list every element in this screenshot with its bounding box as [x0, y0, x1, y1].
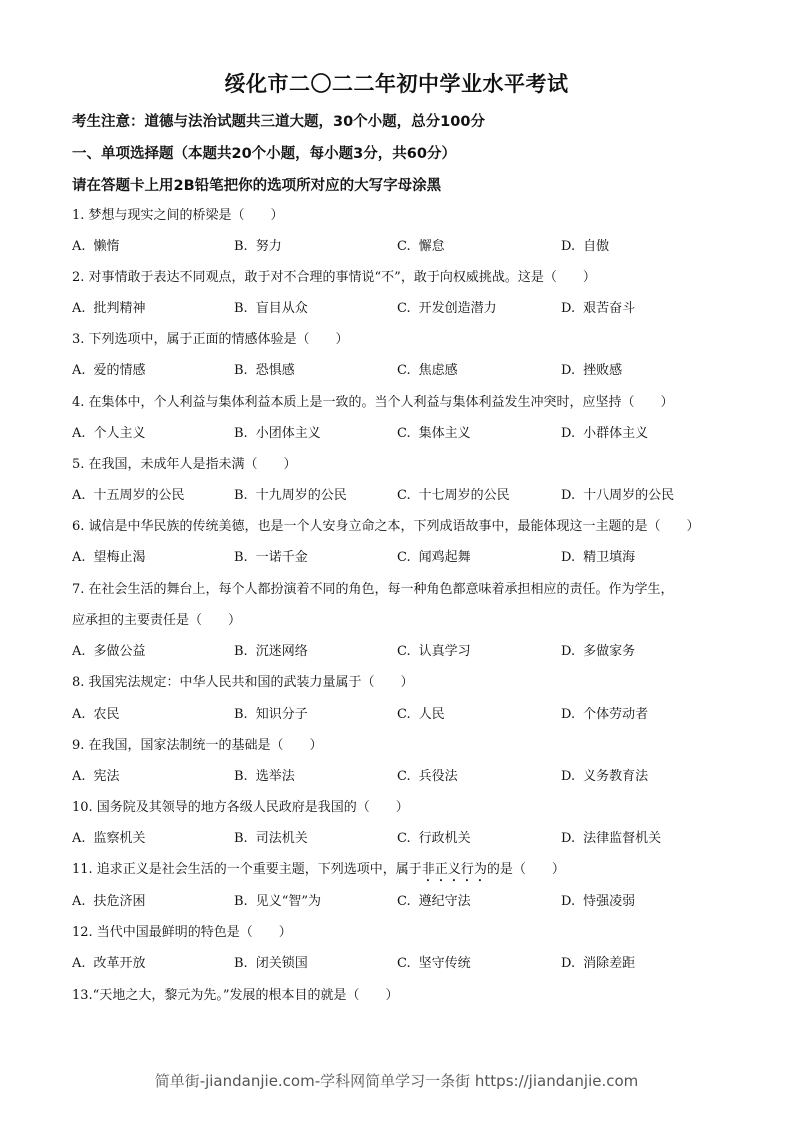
option-b: B. 恐惧感: [234, 363, 295, 378]
option-a: A. 农民: [72, 707, 120, 722]
exam-notice: 考生注意：道德与法治试题共三道大题，30个小题，总分100分: [72, 114, 485, 130]
section-heading: 一、单项选择题（本题共20个小题，每小题3分，共60分）: [72, 146, 456, 162]
option-d: D. 小群体主义: [561, 426, 649, 441]
option-b: B. 努力: [234, 239, 282, 254]
option-d: D. 个体劳动者: [561, 707, 649, 722]
option-a: A. 懒惰: [72, 239, 120, 254]
question-4-options: [72, 422, 732, 440]
option-c: C. 遵纪守法: [397, 894, 471, 909]
option-a: A. 十五周岁的公民: [72, 488, 185, 503]
option-c: C. 兵役法: [397, 769, 458, 784]
option-b: B. 闭关锁国: [234, 956, 308, 971]
question-5-options: [72, 484, 732, 502]
option-c: C. 人民: [397, 707, 445, 722]
question-7: 7. 在社会生活的舞台上，每个人都扮演着不同的角色，每一种角色都意味着承担相应的责任。作为学生，: [72, 582, 674, 597]
option-a: A. 望梅止渴: [72, 550, 146, 565]
option-b: B. 见义“智”为: [234, 894, 321, 909]
option-b: B. 盲目从众: [234, 301, 308, 316]
option-c: C. 闻鸡起舞: [397, 550, 471, 565]
question-9: 9. 在我国，国家法制统一的基础是（ ）: [72, 738, 323, 753]
question-5: 5. 在我国，未成年人是指未满（ ）: [72, 457, 297, 472]
option-a: A. 扶危济困: [72, 894, 146, 909]
option-c: C. 焦虑感: [397, 363, 458, 378]
question-8: 8. 我国宪法规定：中华人民共和国的武装力量属于（ ）: [72, 675, 414, 690]
option-a: A. 改革开放: [72, 956, 146, 971]
question-1: 1. 梦想与现实之间的桥梁是（ ）: [72, 208, 284, 223]
option-b: B. 沉迷网络: [234, 644, 308, 659]
option-a: A. 个人主义: [72, 426, 146, 441]
option-c: C. 行政机关: [397, 831, 471, 846]
option-d: D. 自傲: [561, 239, 610, 254]
answer-instruction: 请在答题卡上用2B铅笔把你的选项所对应的大写字母涂黑: [72, 178, 442, 194]
option-b: B. 司法机关: [234, 831, 308, 846]
option-d: D. 多做家务: [561, 644, 636, 659]
exam-title: 绥化市二〇二二年初中学业水平考试: [224, 72, 569, 96]
option-d: D. 十八周岁的公民: [561, 488, 675, 503]
option-b: B. 知识分子: [234, 707, 308, 722]
option-a: A. 批判精神: [72, 301, 146, 316]
option-c: C. 认真学习: [397, 644, 471, 659]
question-12: 12. 当代中国最鲜明的特色是（ ）: [72, 925, 292, 940]
option-b: B. 选举法: [234, 769, 295, 784]
question-3-options: [72, 359, 732, 377]
question-8-options: [72, 703, 732, 721]
option-a: A. 爱的情感: [72, 363, 146, 378]
footer-watermark: 简单街-jiandanjie.com-学科网简单学习一条街 https://jiandanjie.com: [154, 1072, 639, 1090]
question-7-continued: 应承担的主要责任是（ ）: [72, 613, 242, 628]
emphasized-text: 非正义行为: [421, 862, 487, 877]
question-10: 10. 国务院及其领导的地方各级人民政府是我国的（ ）: [72, 800, 409, 815]
option-d: D. 精卫填海: [561, 550, 636, 565]
option-b: B. 十九周岁的公民: [234, 488, 347, 503]
question-9-options: [72, 765, 732, 783]
option-d: D. 消除差距: [561, 956, 636, 971]
option-c: C. 坚守传统: [397, 956, 471, 971]
question-3: 3. 下列选项中，属于正面的情感体验是（ ）: [72, 332, 349, 347]
question-4: 4. 在集体中，个人利益与集体利益本质上是一致的。当个人利益与集体利益发生冲突时，应坚持（ ）: [72, 395, 674, 410]
option-d: D. 义务教育法: [561, 769, 649, 784]
option-c: C. 十七周岁的公民: [397, 488, 510, 503]
option-d: D. 挫败感: [561, 363, 623, 378]
option-a: A. 监察机关: [72, 831, 146, 846]
option-c: C. 懈怠: [397, 239, 445, 254]
question-10-options: [72, 827, 732, 845]
option-d: D. 恃强凌弱: [561, 894, 636, 909]
question-11-options: [72, 890, 732, 908]
option-a: A. 宪法: [72, 769, 120, 784]
question-6: 6. 诚信是中华民族的传统美德，也是一个人安身立命之本，下列成语故事中，最能体现这一主题的是（ ）: [72, 519, 700, 534]
option-c: C. 集体主义: [397, 426, 471, 441]
option-d: D. 艰苦奋斗: [561, 301, 636, 316]
question-12-options: [72, 952, 732, 970]
question-11: 11. 追求正义是社会生活的一个重要主题，下列选项中，属于非正义行为的是（ ）: [72, 862, 565, 877]
question-2-options: [72, 297, 732, 315]
question-6-options: [72, 546, 732, 564]
question-13: 13.“天地之大，黎元为先。”发展的根本目的就是（ ）: [72, 988, 399, 1003]
option-b: B. 一诺千金: [234, 550, 308, 565]
option-d: D. 法律监督机关: [561, 831, 662, 846]
question-2: 2. 对事情敢于表达不同观点，敢于对不合理的事情说“不”，敢于向权威挑战。这是（ ）: [72, 270, 596, 285]
option-a: A. 多做公益: [72, 644, 146, 659]
question-1-options: [72, 235, 732, 253]
option-c: C. 开发创造潜力: [397, 301, 497, 316]
question-7-options: [72, 640, 732, 658]
option-b: B. 小团体主义: [234, 426, 321, 441]
